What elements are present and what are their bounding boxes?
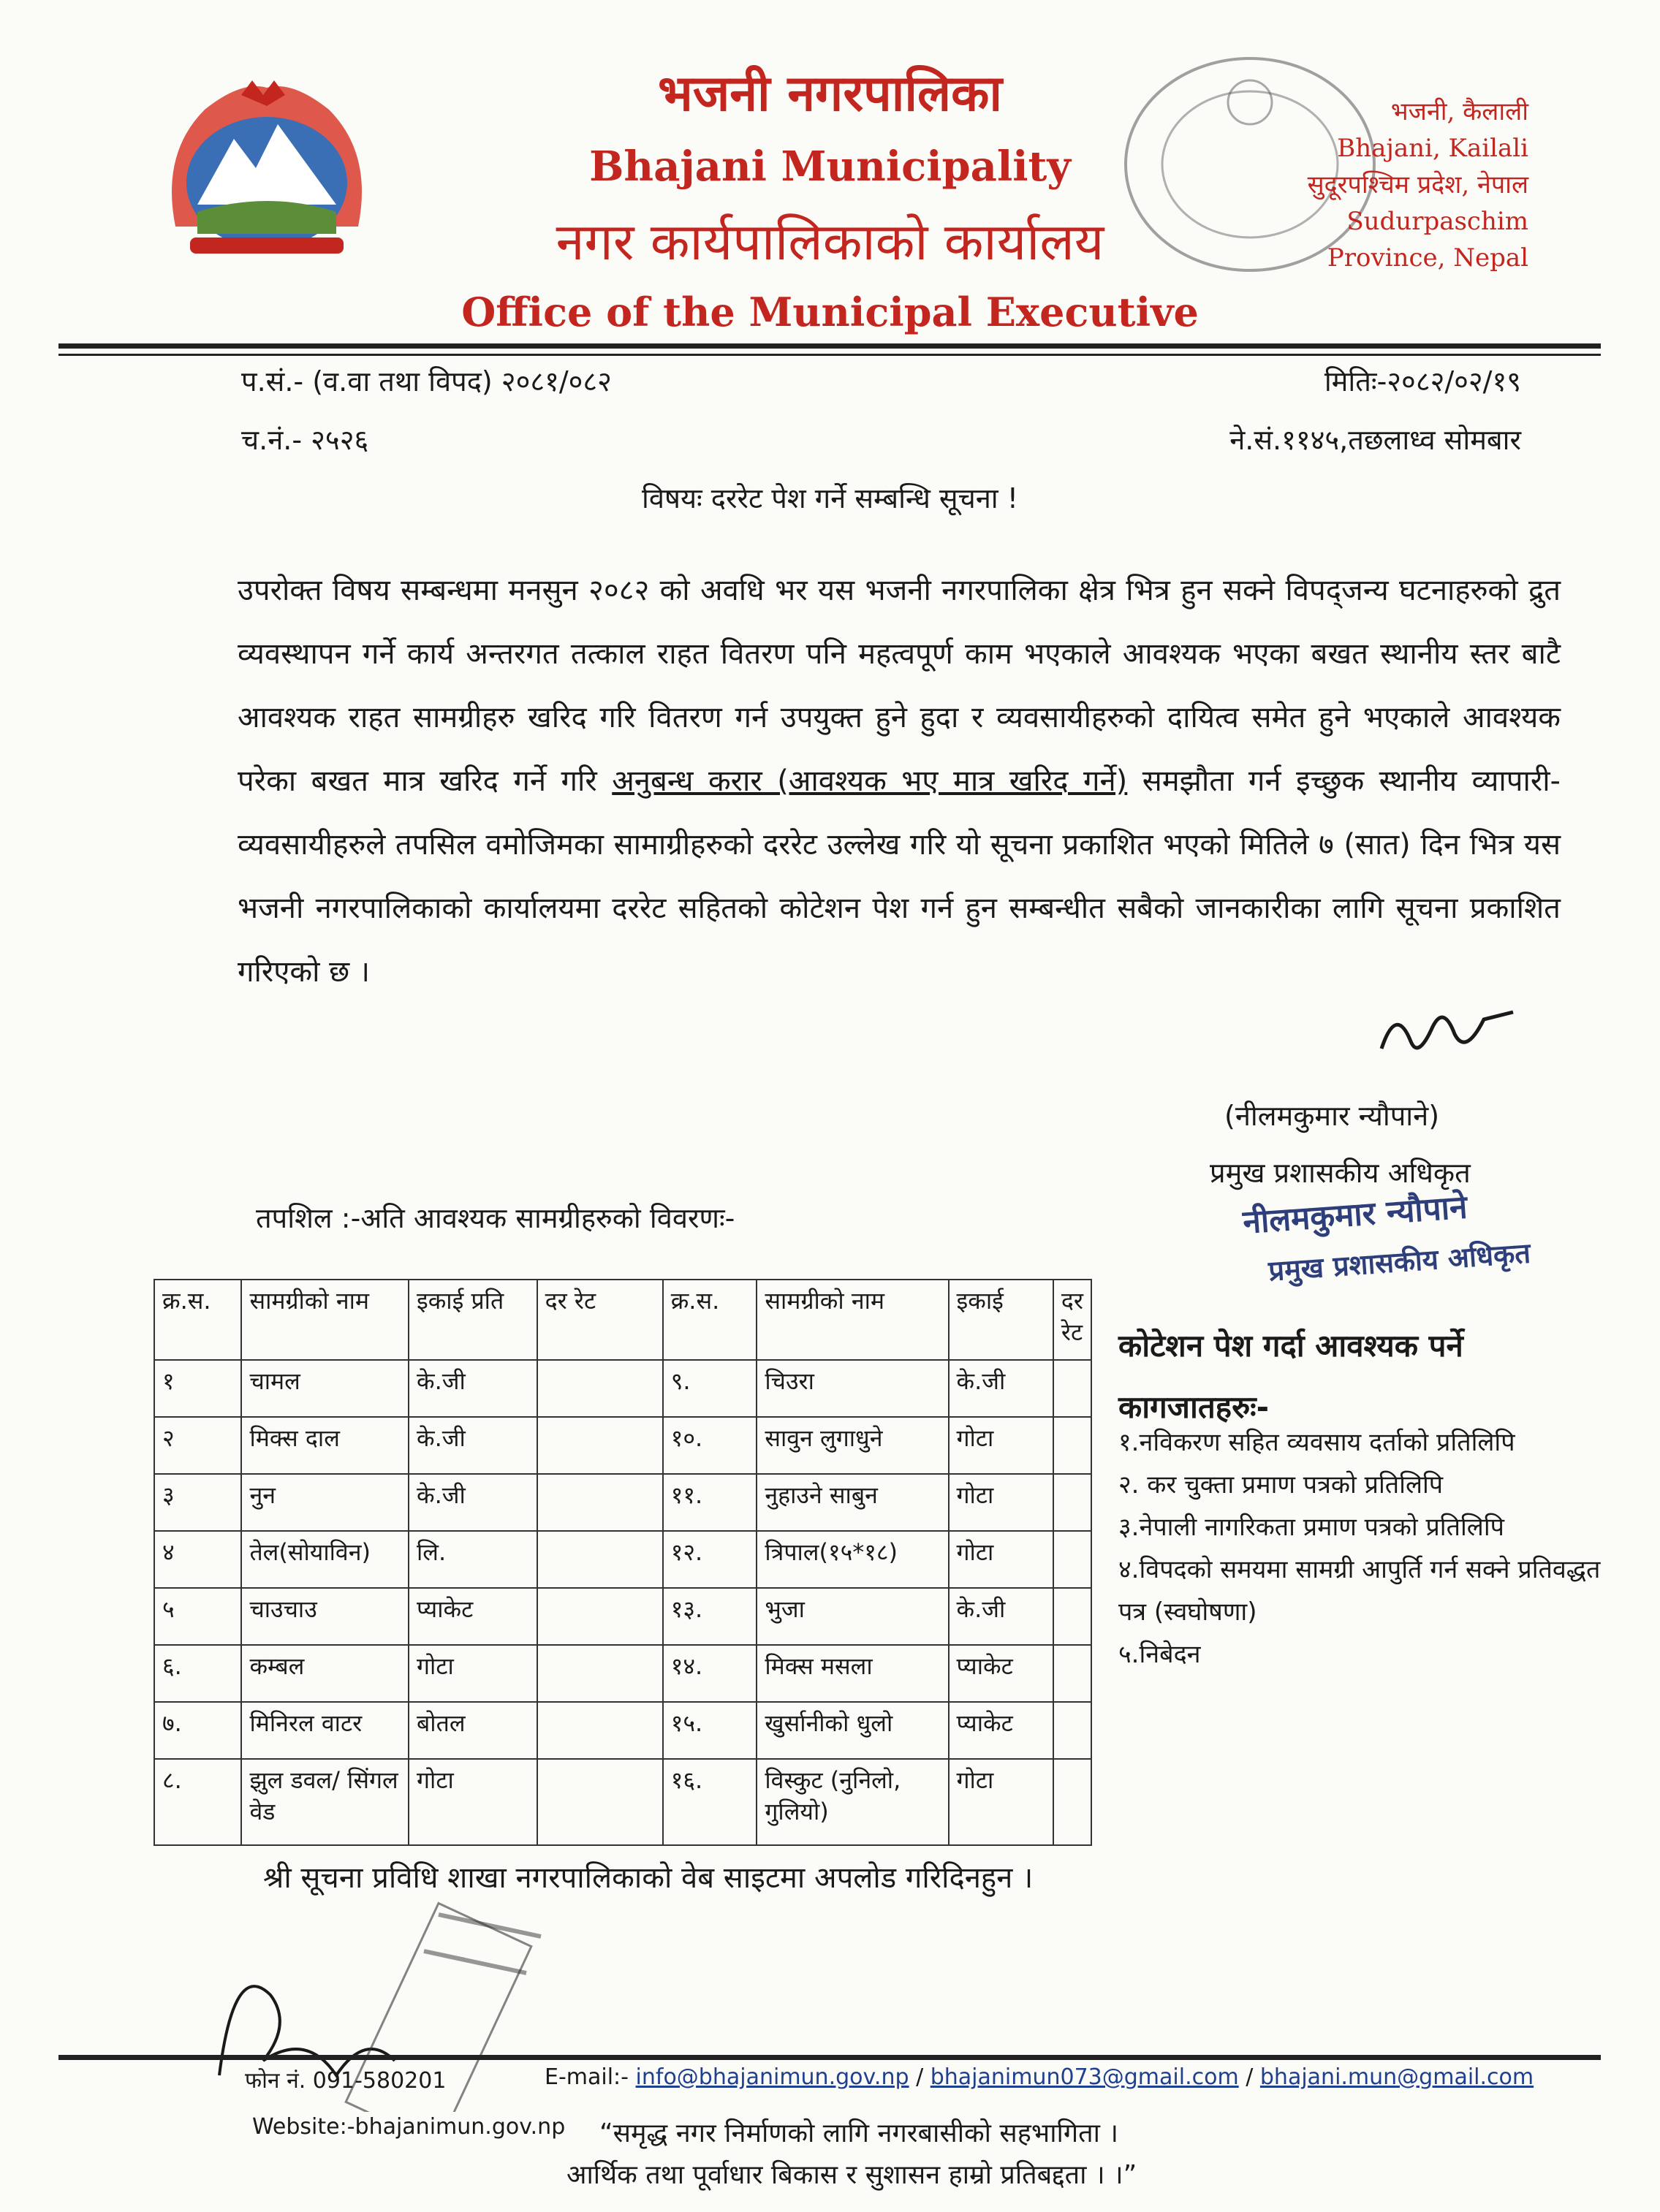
municipality-title-en: Bhajani Municipality (589, 142, 1071, 191)
office-title-np: नगर कार्यपालिकाको कार्यालय (556, 212, 1104, 272)
table-cell: चिउरा (757, 1360, 948, 1417)
table-row (154, 1759, 1091, 1845)
table-cell: ५ (154, 1588, 241, 1645)
table-cell (1053, 1645, 1091, 1702)
document-item: १.नविकरण सहित व्यवसाय दर्ताको प्रतिलिपि (1118, 1428, 1515, 1457)
signature-icon (1374, 990, 1520, 1071)
address-line: Sudurpaschim (1346, 207, 1528, 236)
motto-line: “समृद्ध नगर निर्माणको लागि नगरबासीको सहभागिता । (599, 2118, 1119, 2148)
officer-title: प्रमुख प्रशासकीय अधिकृत (1210, 1157, 1471, 1189)
table-cell: ८. (154, 1759, 241, 1845)
table-row (154, 1360, 1091, 1417)
table-cell: नुन (241, 1474, 409, 1531)
document-item: ५.निबेदन (1118, 1640, 1201, 1669)
body-text: उपरोक्त विषय सम्बन्धमा मनसुन २०८२ को अवधि भर यस भजनी नगरपालिका क्षेत्र भित्र हुन सक्ने विपद्जन्य घटनाहरुको द्रुत व्यवस्थापन गर्ने कार्य अन्तरगत तत्काल राहत वितरण पनि महत्वपूर्ण काम भएकाले आवश्यक भएका बखत स्थानीय स्तर बाटै आवश्यक राहत सामग्रीहरु खरिद गरि वितरण गर्न उपयुक्त हुने हुदा र व्यवसायीहरुको दायित्व समेत हुने भएकाले आवश्यक परेका बखत मात्र खरिद गर्ने गरि (238, 574, 1561, 798)
table-cell (1053, 1417, 1091, 1474)
letter-date: मितिः-२०८२/०२/१९ (1324, 365, 1521, 398)
table-cell: प्याकेट (409, 1588, 537, 1645)
documents-heading: कोटेशन पेश गर्दा आवश्यक पर्ने कागजातहरुः- (1118, 1328, 1463, 1425)
table-cell: खुर्सानीको धुलो (757, 1702, 948, 1759)
address-line: सुदूरपश्चिम प्रदेश, नेपाल (1307, 170, 1528, 199)
table-row (154, 1474, 1091, 1531)
table-cell: १३. (663, 1588, 757, 1645)
address-line: भजनी, कैलाली (1390, 97, 1528, 126)
table-cell (1053, 1360, 1091, 1417)
table-cell: के.जी (409, 1474, 537, 1531)
table-cell: गोटा (409, 1759, 537, 1845)
table-row (154, 1702, 1091, 1759)
table-cell (1053, 1531, 1091, 1588)
table-cell: ७. (154, 1702, 241, 1759)
dispatch-number: च.नं.- २५२६ (241, 424, 369, 456)
table-row (154, 1645, 1091, 1702)
reference-number: प.सं.- (व.वा तथा विपद) २०८१/०८२ (241, 365, 612, 398)
table-cell: चाउचाउ (241, 1588, 409, 1645)
municipality-title-np: भजनी नगरपालिका (658, 65, 1002, 123)
table-cell (537, 1645, 663, 1702)
column-header: सामग्रीको नाम (757, 1280, 948, 1360)
table-cell: १ (154, 1360, 241, 1417)
table-cell: त्रिपाल(१५*१८) (757, 1531, 948, 1588)
table-cell: गोटा (409, 1645, 537, 1702)
stamp-officer-title: प्रमुख प्रशासकीय अधिकृत (1267, 1236, 1532, 1288)
table-cell: नुहाउने साबुन (757, 1474, 948, 1531)
column-header: क्र.स. (663, 1280, 757, 1360)
body-text: समझौता गर्न इच्छुक स्थानीय व्यापारी-व्यवसायीहरुले तपसिल वमोजिमका सामाग्रीहरुको दररेट उल्लेख गरि यो सूचना प्रकाशित भएको मितिले ७ (सात) दिन भित्र यस भजनी नगरपालिकाको कार्यालयमा दररेट सहितको कोटेशन पेश गर्न हुन सम्बन्धीत सबैको जानकारीका लागि सूचना प्रकाशित गरिएको छ । (238, 764, 1561, 989)
table-cell (1053, 1588, 1091, 1645)
table-cell: ४ (154, 1531, 241, 1588)
phone-number: फोन नं. 091-580201 (245, 2068, 447, 2094)
column-header: इकाई (949, 1280, 1053, 1360)
column-header: क्र.स. (154, 1280, 241, 1360)
table-cell: विस्कुट (नुनिलो, गुलियो) (757, 1759, 948, 1845)
table-cell (537, 1474, 663, 1531)
footer-divider (58, 2055, 1601, 2060)
table-row (154, 1417, 1091, 1474)
email-row (545, 2064, 1534, 2090)
table-heading: तपशिल :-अति आवश्यक सामग्रीहरुको विवरणः- (256, 1202, 735, 1234)
header-divider (58, 343, 1601, 349)
email-label: E-mail:- (545, 2064, 629, 2090)
document-item: ३.नेपाली नागरिकता प्रमाण पत्रको प्रतिलिपि (1118, 1513, 1504, 1542)
table-cell (537, 1531, 663, 1588)
table-cell: गोटा (949, 1417, 1053, 1474)
column-header: इकाई प्रति (409, 1280, 537, 1360)
table-header-row (154, 1280, 1091, 1360)
table-cell: ३ (154, 1474, 241, 1531)
body-underlined-text: अनुबन्ध करार (आवश्यक भए मात्र खरिद गर्ने) (612, 764, 1128, 798)
table-cell (537, 1588, 663, 1645)
column-header: सामग्रीको नाम (241, 1280, 409, 1360)
table-cell: १२. (663, 1531, 757, 1588)
table-cell: १५. (663, 1702, 757, 1759)
table-cell: गोटा (949, 1474, 1053, 1531)
table-cell: मिक्स मसला (757, 1645, 948, 1702)
table-cell: तेल(सोयाविन) (241, 1531, 409, 1588)
table-cell: २ (154, 1417, 241, 1474)
table-cell: भुजा (757, 1588, 948, 1645)
notice-body (238, 559, 1561, 1004)
table-cell: प्याकेट (949, 1645, 1053, 1702)
table-cell: कम्बल (241, 1645, 409, 1702)
website-link[interactable]: Website:-bhajanimun.gov.np (252, 2114, 566, 2140)
table-cell (1053, 1702, 1091, 1759)
email-separator: / (1246, 2064, 1254, 2090)
email-link[interactable]: bhajani.mun@gmail.com (1259, 2064, 1534, 2090)
office-title-en: Office of the Municipal Executive (461, 289, 1199, 335)
email-separator: / (916, 2064, 924, 2090)
table-cell: के.जी (949, 1588, 1053, 1645)
table-cell: १६. (663, 1759, 757, 1845)
table-cell (1053, 1474, 1091, 1531)
documents-list (1118, 1421, 1615, 1676)
table-cell: गोटा (949, 1531, 1053, 1588)
document-item: २. कर चुक्ता प्रमाण पत्रको प्रतिलिपि (1118, 1470, 1444, 1500)
column-header: दर रेट (1053, 1280, 1091, 1360)
address-line: Province, Nepal (1327, 243, 1528, 273)
table-cell: झुल डवल/ सिंगल वेड (241, 1759, 409, 1845)
email-link[interactable]: bhajanimun073@gmail.com (930, 2064, 1239, 2090)
table-cell: गोटा (949, 1759, 1053, 1845)
table-cell (537, 1360, 663, 1417)
column-header: दर रेट (537, 1280, 663, 1360)
table-cell: लि. (409, 1531, 537, 1588)
table-row (154, 1588, 1091, 1645)
table-cell: १०. (663, 1417, 757, 1474)
items-table (154, 1279, 1092, 1846)
table-cell: प्याकेट (949, 1702, 1053, 1759)
nepal-sambat-date: ने.सं.११४५,तछलाध्व सोमबार (1229, 424, 1521, 456)
table-cell: ११. (663, 1474, 757, 1531)
table-cell: के.जी (949, 1360, 1053, 1417)
stamp-officer-name: नीलमकुमार न्यौपाने (1241, 1188, 1469, 1242)
motto-line: आर्थिक तथा पूर्वाधार बिकास र सुशासन हाम्रो प्रतिबद्दता । ।” (566, 2160, 1137, 2190)
address-line: Bhajani, Kailali (1337, 134, 1528, 163)
email-link[interactable]: info@bhajanimun.gov.np (635, 2064, 909, 2090)
table-cell: मिनिरल वाटर (241, 1702, 409, 1759)
table-row (154, 1531, 1091, 1588)
header-divider-thin (58, 354, 1601, 356)
officer-name: (नीलमकुमार न्यौपाने) (1224, 1100, 1440, 1132)
table-cell: बोतल (409, 1702, 537, 1759)
table-cell: ९. (663, 1360, 757, 1417)
table-cell: चामल (241, 1360, 409, 1417)
table-cell: सावुन लुगाधुने (757, 1417, 948, 1474)
upload-request: श्री सूचना प्रविधि शाखा नगरपालिकाको वेब साइटमा अपलोड गरिदिनहुन । (263, 1861, 1034, 1895)
table-cell: के.जी (409, 1360, 537, 1417)
document-item: ४.विपदको समयमा सामग्री आपुर्ति गर्न सक्ने प्रतिवद्धत पत्र (स्वघोषणा) (1118, 1555, 1601, 1627)
table-cell (537, 1702, 663, 1759)
office-address (1308, 94, 1528, 276)
subject-line: विषयः दररेट पेश गर्ने सम्बन्धि सूचना ! (642, 482, 1018, 514)
table-cell: के.जी (409, 1417, 537, 1474)
table-cell (537, 1759, 663, 1845)
table-cell (537, 1417, 663, 1474)
table-cell (1053, 1759, 1091, 1845)
table-cell: मिक्स दाल (241, 1417, 409, 1474)
table-cell: ६. (154, 1645, 241, 1702)
table-cell: १४. (663, 1645, 757, 1702)
